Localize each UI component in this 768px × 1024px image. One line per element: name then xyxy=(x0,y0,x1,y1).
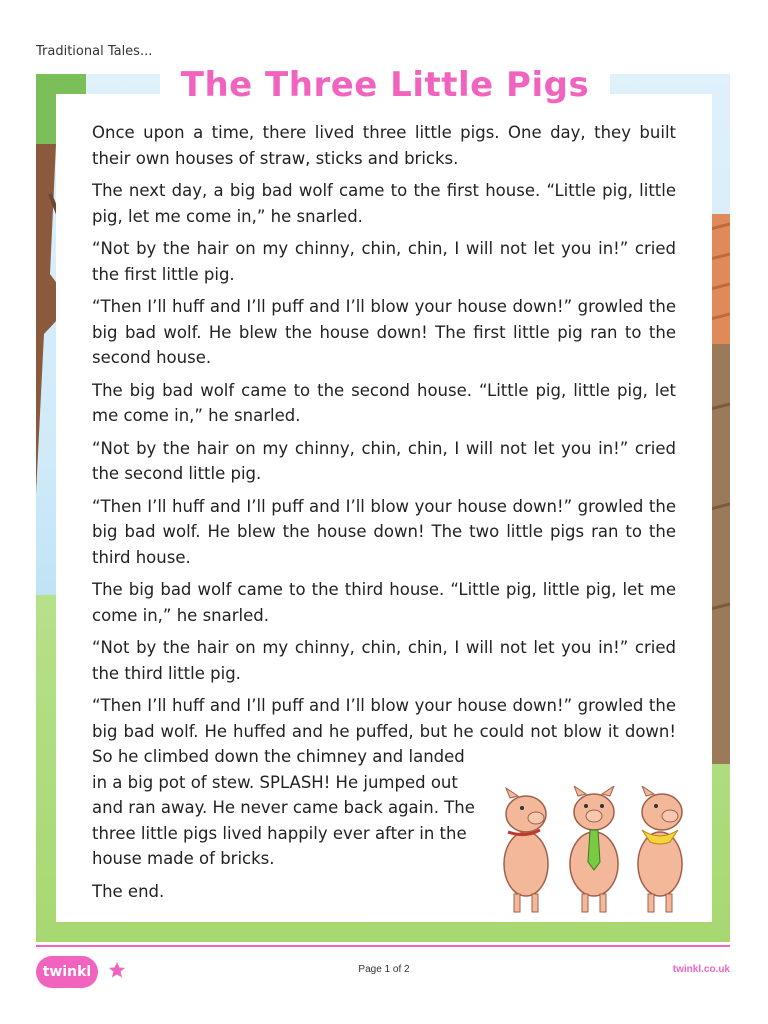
story-final-line: The end. xyxy=(92,881,165,901)
story-paragraph: “Then I’ll huff and I’ll puff and I’ll blow your house down!” growled the big bad wolf. He huffed and he puffed, but he could not blow it down! So he climbed down the chimney and landed xyxy=(92,696,676,766)
story-paragraph: The next day, a big bad wolf came to the first house. “Little pig, little pig, let me come in,” he snarled. xyxy=(92,181,676,226)
site-link[interactable]: twinkl.co.uk xyxy=(672,964,730,975)
story-paragraph: “Not by the hair on my chinny, chin, chin, I will not let you in!” cried the second little pig. xyxy=(92,438,676,483)
pig-1 xyxy=(504,788,548,912)
story-paragraph: “Then I’ll huff and I’ll puff and I’ll blow your house down!” growled the big bad wolf. He blew the house down! The first little pig ran to the second house. xyxy=(92,297,676,367)
story-paragraph: “Not by the hair on my chinny, chin, chin, I will not let you in!” cried the third little pig. xyxy=(92,638,676,683)
pig-2 xyxy=(570,786,618,912)
twinkl-logo[interactable]: twinkl xyxy=(36,956,98,988)
story-paragraph: Once upon a time, there lived three little pigs. One day, they built their own houses of straw, sticks and bricks. xyxy=(92,123,676,168)
series-label: Traditional Tales... xyxy=(36,44,153,59)
story-paragraph: The big bad wolf came to the third house. “Little pig, little pig, let me come in,” he snarled. xyxy=(92,580,676,625)
page-title: The Three Little Pigs xyxy=(180,65,590,105)
story-paragraph: “Then I’ll huff and I’ll puff and I’ll blow your house down!” growled the big bad wolf. He blew the house down! The two little pigs ran to the third house. xyxy=(92,496,676,567)
story-paragraph: “Not by the hair on my chinny, chin, chin, I will not let you in!” cried the first little pig. xyxy=(92,239,676,284)
story-ending-paragraph: in a big pot of stew. SPLASH! He jumped out and ran away. He never came back again. The three little pigs lived happily ever after in the house made of bricks. xyxy=(92,772,475,868)
title-banner xyxy=(160,60,610,110)
footer-divider xyxy=(36,945,730,947)
pig-3 xyxy=(638,786,682,912)
page-number: Page 1 of 2 xyxy=(358,964,410,975)
three-pigs-illustration xyxy=(494,786,694,916)
story-paragraph: The big bad wolf came to the second house. “Little pig, little pig, let me come in,” he snarled. xyxy=(92,380,676,425)
